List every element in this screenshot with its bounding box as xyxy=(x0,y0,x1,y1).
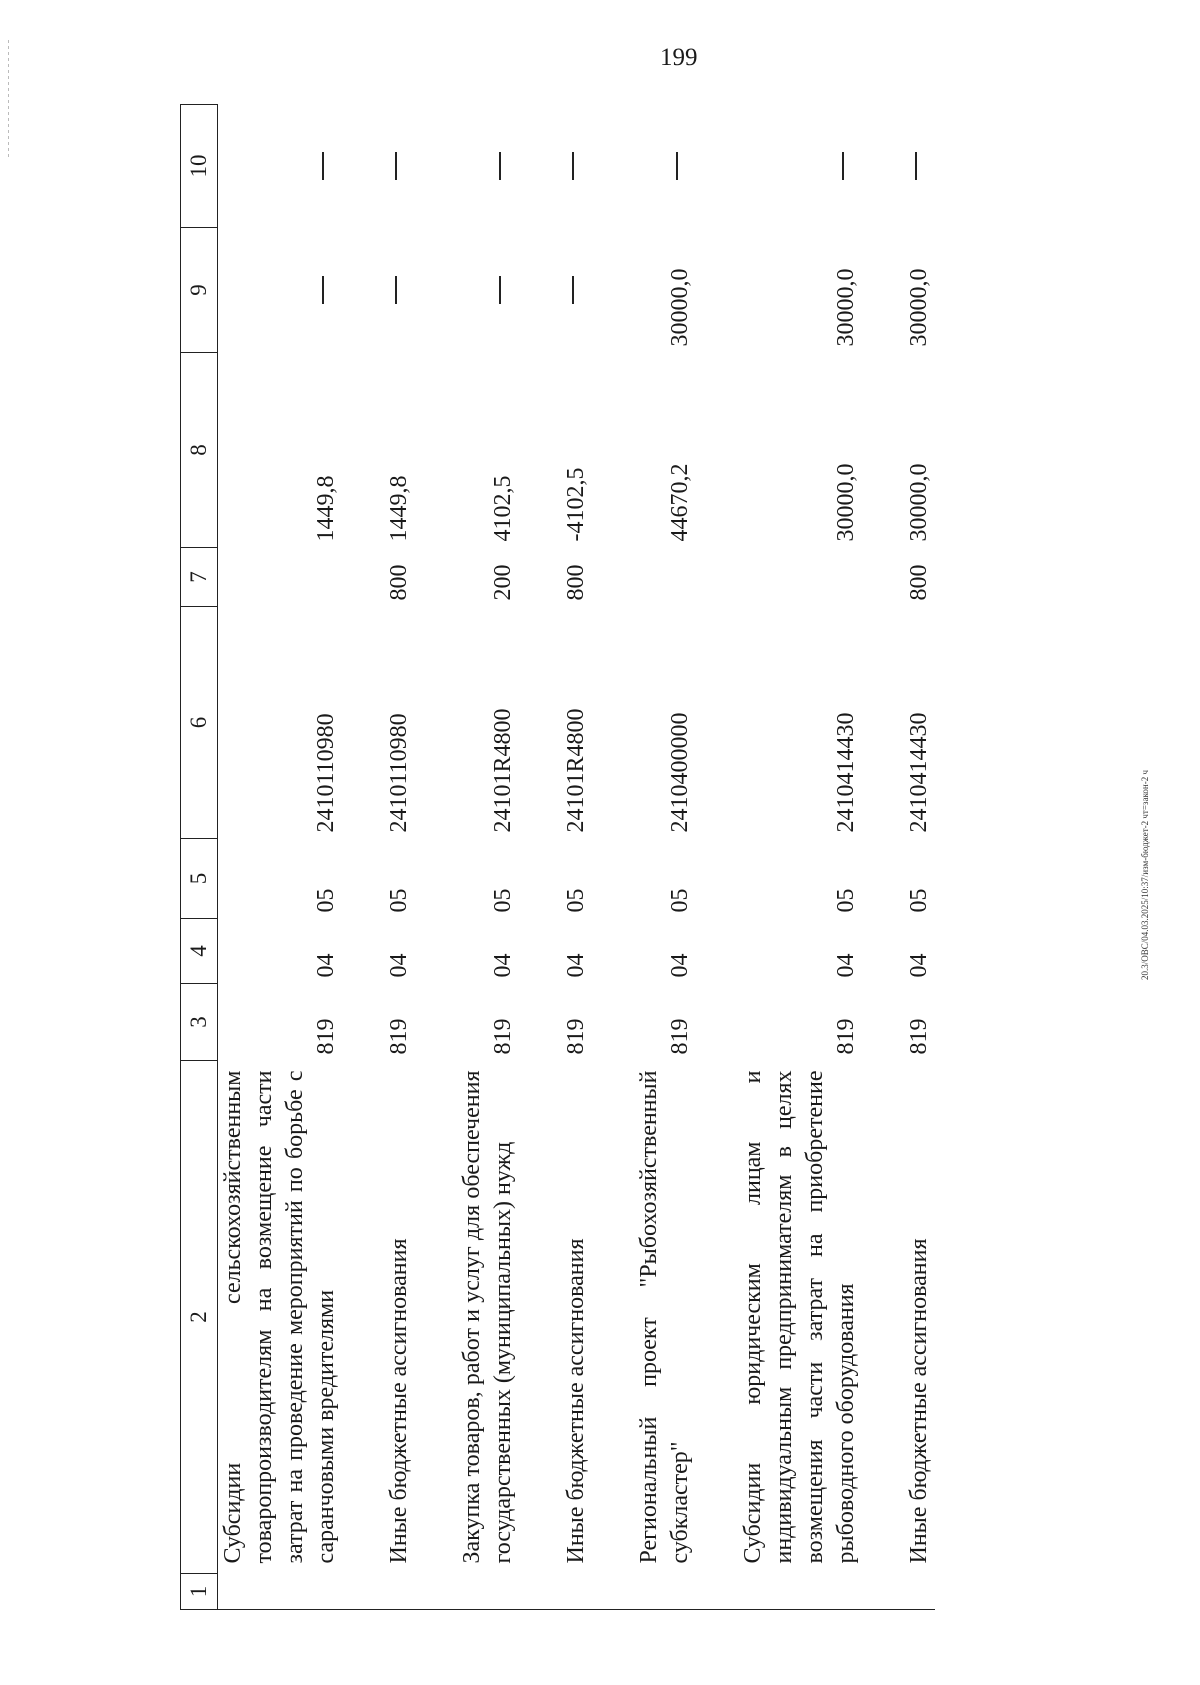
header-cell: 8 xyxy=(181,353,218,548)
row-number-cell xyxy=(904,1574,935,1610)
subsection-code: 05 xyxy=(667,888,693,913)
amount-col8: 1449,8 xyxy=(313,475,339,542)
amount-col9 xyxy=(561,228,592,353)
item-name: Иные бюджетные ассигнования xyxy=(386,1238,412,1564)
item-name: Иные бюджетные ассигнования xyxy=(563,1238,589,1564)
amount-col10 xyxy=(218,105,343,228)
row-number-cell xyxy=(384,1574,415,1610)
section-code: 04 xyxy=(563,953,589,978)
table-row xyxy=(904,105,935,1610)
amount-col9 xyxy=(384,228,415,353)
amount-col8: -4102,5 xyxy=(563,467,589,542)
page-number: 199 xyxy=(660,44,698,71)
budget-table xyxy=(180,104,935,1610)
dash-mark xyxy=(322,276,324,304)
expense-type-code xyxy=(634,548,696,607)
target-article-code: 2410414430 xyxy=(833,712,859,833)
dash-mark xyxy=(322,152,324,180)
row-number-cell xyxy=(457,1574,519,1610)
table-row xyxy=(738,105,862,1610)
amount-col10 xyxy=(561,105,592,228)
expense-type-code: 800 xyxy=(386,564,412,601)
dash-mark xyxy=(572,276,574,304)
section-code: 04 xyxy=(667,953,693,978)
dash-mark xyxy=(572,152,574,180)
expense-type-code: 800 xyxy=(563,564,589,601)
subsection-code: 05 xyxy=(490,888,516,913)
subsection-code: 05 xyxy=(313,888,339,913)
section-code: 04 xyxy=(490,953,516,978)
footer-document-code: 20.3/ОВС/04.03.2025/10:37/изм-бюджет-2 чт=закон-2 ч xyxy=(1140,770,1150,980)
expense-type-code xyxy=(218,548,343,607)
row-number-cell xyxy=(218,1574,343,1610)
expense-type-code: 800 xyxy=(906,564,932,601)
target-article-code: 24101R4800 xyxy=(563,708,589,833)
header-cell: 9 xyxy=(181,228,218,353)
amount-col9: 30000,0 xyxy=(833,268,859,347)
table-header xyxy=(181,105,218,1610)
target-article-code: 2410110980 xyxy=(313,713,339,833)
header-cell: 3 xyxy=(181,984,218,1061)
amount-col8: 44670,2 xyxy=(667,463,693,542)
amount-col8: 30000,0 xyxy=(906,463,932,542)
target-article-code: 2410400000 xyxy=(667,712,693,833)
amount-col8: 1449,8 xyxy=(386,475,412,542)
table-row xyxy=(218,105,343,1610)
header-cell: 2 xyxy=(181,1061,218,1574)
dash-mark xyxy=(915,152,917,180)
dash-mark xyxy=(499,276,501,304)
department-code: 819 xyxy=(833,1018,859,1055)
dash-mark xyxy=(395,152,397,180)
header-cell: 10 xyxy=(181,105,218,228)
department-code: 819 xyxy=(490,1018,516,1055)
table-row xyxy=(384,105,415,1610)
amount-col8: 4102,5 xyxy=(490,475,516,542)
department-code: 819 xyxy=(563,1018,589,1055)
header-cell: 6 xyxy=(181,607,218,839)
amount-col10 xyxy=(384,105,415,228)
item-name: Закупка товаров, работ и услуг для обеспечения государственных (муниципальных) нужд xyxy=(459,1070,516,1564)
item-name: Субсидии сельскохозяйственным товаропроизводителям на возмещение части затрат на проведение мероприятий по борьбе с саранчовыми вредителями xyxy=(220,1070,339,1564)
table-row xyxy=(457,105,519,1610)
subsection-code: 05 xyxy=(833,888,859,913)
target-article-code: 2410110980 xyxy=(386,713,412,833)
section-code: 04 xyxy=(313,953,339,978)
table-row xyxy=(634,105,696,1610)
subsection-code: 05 xyxy=(563,888,589,913)
department-code: 819 xyxy=(906,1018,932,1055)
amount-col8: 30000,0 xyxy=(833,463,859,542)
amount-col10 xyxy=(634,105,696,228)
amount-col9: 30000,0 xyxy=(906,268,932,347)
table-body xyxy=(218,105,936,1610)
amount-col9 xyxy=(457,228,519,353)
amount-col10 xyxy=(738,105,862,228)
subsection-code: 05 xyxy=(386,888,412,913)
row-number-cell xyxy=(561,1574,592,1610)
expense-type-code: 200 xyxy=(490,564,516,601)
row-number-cell xyxy=(738,1574,862,1610)
target-article-code: 2410414430 xyxy=(906,712,932,833)
department-code: 819 xyxy=(386,1018,412,1055)
dash-mark xyxy=(395,276,397,304)
amount-col10 xyxy=(457,105,519,228)
header-cell: 7 xyxy=(181,548,218,607)
dash-mark xyxy=(499,152,501,180)
scan-edge-mark xyxy=(8,40,9,160)
amount-col9: 30000,0 xyxy=(667,268,693,347)
item-name: Субсидии юридическим лицам и индивидуальным предпринимателям в целях возмещения части затрат на приобретение рыбоводного оборудования xyxy=(740,1070,859,1564)
header-cell: 1 xyxy=(181,1574,218,1610)
item-name: Иные бюджетные ассигнования xyxy=(906,1238,932,1564)
table-row xyxy=(561,105,592,1610)
section-code: 04 xyxy=(386,953,412,978)
header-cell: 5 xyxy=(181,839,218,919)
department-code: 819 xyxy=(667,1018,693,1055)
row-number-cell xyxy=(634,1574,696,1610)
subsection-code: 05 xyxy=(906,888,932,913)
section-code: 04 xyxy=(833,953,859,978)
amount-col10 xyxy=(904,105,935,228)
section-code: 04 xyxy=(906,953,932,978)
department-code: 819 xyxy=(313,1018,339,1055)
amount-col9 xyxy=(218,228,343,353)
target-article-code: 24101R4800 xyxy=(490,708,516,833)
header-cell: 4 xyxy=(181,919,218,984)
dash-mark xyxy=(676,152,678,180)
item-name: Региональный проект "Рыбохозяйственный субкластер" xyxy=(636,1070,693,1564)
dash-mark xyxy=(842,152,844,180)
rotated-table-container xyxy=(180,105,1040,1610)
expense-type-code xyxy=(738,548,862,607)
